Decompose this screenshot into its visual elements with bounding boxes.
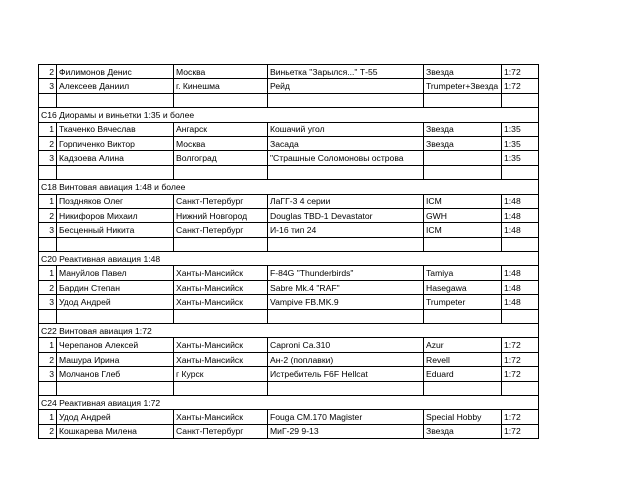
cell-name: Черепанов Алексей	[57, 338, 174, 352]
section-header-row	[39, 395, 539, 409]
table-row	[39, 194, 539, 208]
cell-name: Молчанов Глеб	[57, 367, 174, 381]
cell-city: Ханты-Мансийск	[174, 266, 268, 280]
cell-city: г. Кинешма	[174, 79, 268, 93]
blank-cell	[268, 165, 424, 179]
blank-cell	[268, 93, 424, 107]
cell-maker: Звезда	[424, 424, 502, 438]
cell-name: Поздняков Олег	[57, 194, 174, 208]
cell-maker: Звезда	[424, 136, 502, 150]
cell-maker: Special Hobby	[424, 410, 502, 424]
cell-maker: Trumpeter	[424, 295, 502, 309]
section-title: С18 Винтовая авиация 1:48 и более	[39, 180, 539, 194]
blank-cell	[57, 237, 174, 251]
cell-maker: Звезда	[424, 122, 502, 136]
cell-maker: ICM	[424, 223, 502, 237]
cell-city: Волгоград	[174, 151, 268, 165]
table-row	[39, 122, 539, 136]
cell-model: Vampive FB.MK.9	[268, 295, 424, 309]
cell-model: Ан-2 (поплавки)	[268, 352, 424, 366]
cell-place: 1	[39, 266, 57, 280]
cell-name: Никифоров Михаил	[57, 208, 174, 222]
cell-scale: 1:35	[502, 136, 539, 150]
cell-scale: 1:48	[502, 280, 539, 294]
section-title: С22 Винтовая авиация 1:72	[39, 324, 539, 338]
blank-cell	[39, 237, 57, 251]
cell-name: Горпиченко Виктор	[57, 136, 174, 150]
blank-cell	[424, 165, 502, 179]
table-row	[39, 223, 539, 237]
blank-cell	[39, 93, 57, 107]
cell-place: 1	[39, 194, 57, 208]
cell-place: 3	[39, 367, 57, 381]
cell-name: Машура Ирина	[57, 352, 174, 366]
table-row	[39, 295, 539, 309]
cell-scale: 1:35	[502, 151, 539, 165]
cell-scale: 1:72	[502, 79, 539, 93]
section-header-row	[39, 252, 539, 266]
cell-model: F-84G "Thunderbirds"	[268, 266, 424, 280]
cell-city: Москва	[174, 136, 268, 150]
cell-name: Бардин Степан	[57, 280, 174, 294]
cell-city: Ханты-Мансийск	[174, 295, 268, 309]
results-table-body	[39, 65, 539, 439]
results-table	[38, 64, 539, 439]
table-row	[39, 424, 539, 438]
blank-cell	[174, 93, 268, 107]
cell-name: Удод Андрей	[57, 410, 174, 424]
cell-name: Ткаченко Вячеслав	[57, 122, 174, 136]
blank-cell	[39, 381, 57, 395]
cell-name: Удод Андрей	[57, 295, 174, 309]
table-row	[39, 338, 539, 352]
cell-model: МиГ-29 9-13	[268, 424, 424, 438]
blank-cell	[57, 309, 174, 323]
section-header-row	[39, 108, 539, 122]
cell-place: 2	[39, 136, 57, 150]
table-row	[39, 266, 539, 280]
cell-model: Caproni Ca.310	[268, 338, 424, 352]
blank-cell	[174, 165, 268, 179]
table-row	[39, 367, 539, 381]
cell-city: Санкт-Петербург	[174, 223, 268, 237]
cell-place: 3	[39, 79, 57, 93]
section-header-row	[39, 180, 539, 194]
cell-city: Ангарск	[174, 122, 268, 136]
cell-city: Москва	[174, 65, 268, 79]
cell-scale: 1:72	[502, 424, 539, 438]
table-row	[39, 136, 539, 150]
blank-row	[39, 381, 539, 395]
section-title: С16 Диорамы и виньетки 1:35 и более	[39, 108, 539, 122]
cell-maker: GWH	[424, 208, 502, 222]
blank-cell	[502, 93, 539, 107]
cell-model: Виньетка "Зарылся..." Т-55	[268, 65, 424, 79]
section-title: С24 Реактивная авиация 1:72	[39, 395, 539, 409]
blank-cell	[424, 93, 502, 107]
cell-city: Ханты-Мансийск	[174, 410, 268, 424]
cell-scale: 1:48	[502, 194, 539, 208]
blank-cell	[174, 237, 268, 251]
cell-name: Филимонов Денис	[57, 65, 174, 79]
cell-name: Кошкарева Милена	[57, 424, 174, 438]
cell-city: Санкт-Петербург	[174, 194, 268, 208]
cell-model: Рейд	[268, 79, 424, 93]
section-header-row	[39, 324, 539, 338]
cell-place: 2	[39, 352, 57, 366]
blank-cell	[268, 237, 424, 251]
blank-row	[39, 165, 539, 179]
section-title: С20 Реактивная авиация 1:48	[39, 252, 539, 266]
cell-place: 3	[39, 151, 57, 165]
cell-scale: 1:48	[502, 208, 539, 222]
blank-row	[39, 93, 539, 107]
cell-place: 1	[39, 338, 57, 352]
cell-scale: 1:72	[502, 338, 539, 352]
blank-cell	[57, 381, 174, 395]
cell-scale: 1:72	[502, 367, 539, 381]
cell-place: 2	[39, 424, 57, 438]
blank-cell	[268, 309, 424, 323]
cell-maker: Revell	[424, 352, 502, 366]
cell-scale: 1:48	[502, 223, 539, 237]
table-row	[39, 208, 539, 222]
blank-cell	[502, 165, 539, 179]
blank-row	[39, 237, 539, 251]
cell-place: 2	[39, 280, 57, 294]
cell-scale: 1:48	[502, 295, 539, 309]
table-row	[39, 151, 539, 165]
cell-city: Ханты-Мансийск	[174, 280, 268, 294]
blank-cell	[424, 381, 502, 395]
blank-cell	[424, 237, 502, 251]
cell-maker: Звезда	[424, 65, 502, 79]
cell-scale: 1:72	[502, 352, 539, 366]
blank-cell	[268, 381, 424, 395]
cell-scale: 1:35	[502, 122, 539, 136]
cell-model: Истребитель F6F Hellcat	[268, 367, 424, 381]
table-row	[39, 79, 539, 93]
cell-place: 1	[39, 122, 57, 136]
cell-model: Кошачий угол	[268, 122, 424, 136]
cell-city: Нижний Новгород	[174, 208, 268, 222]
cell-model: Douglas TBD-1 Devastator	[268, 208, 424, 222]
cell-maker: Tamiya	[424, 266, 502, 280]
cell-name: Кадзоева Алина	[57, 151, 174, 165]
blank-row	[39, 309, 539, 323]
cell-city: Ханты-Мансийск	[174, 338, 268, 352]
blank-cell	[57, 93, 174, 107]
cell-name: Мануйлов Павел	[57, 266, 174, 280]
blank-cell	[174, 309, 268, 323]
cell-model: "Страшные Соломоновы острова	[268, 151, 424, 165]
cell-maker: Trumpeter+Звезда	[424, 79, 502, 93]
cell-model: Sabre Mk.4 "RAF"	[268, 280, 424, 294]
cell-maker: ICM	[424, 194, 502, 208]
blank-cell	[57, 165, 174, 179]
cell-maker	[424, 151, 502, 165]
table-row	[39, 352, 539, 366]
cell-city: Санкт-Петербург	[174, 424, 268, 438]
results-sheet	[38, 64, 539, 439]
blank-cell	[502, 381, 539, 395]
cell-place: 2	[39, 65, 57, 79]
blank-cell	[502, 309, 539, 323]
table-row	[39, 280, 539, 294]
cell-scale: 1:48	[502, 266, 539, 280]
table-row	[39, 410, 539, 424]
blank-cell	[424, 309, 502, 323]
cell-maker: Azur	[424, 338, 502, 352]
cell-model: И-16 тип 24	[268, 223, 424, 237]
cell-maker: Eduard	[424, 367, 502, 381]
cell-place: 3	[39, 223, 57, 237]
cell-model: ЛаГГ-3 4 серии	[268, 194, 424, 208]
cell-name: Алексеев Даниил	[57, 79, 174, 93]
cell-city: г Курск	[174, 367, 268, 381]
blank-cell	[174, 381, 268, 395]
cell-city: Ханты-Мансийск	[174, 352, 268, 366]
cell-scale: 1:72	[502, 65, 539, 79]
table-row	[39, 65, 539, 79]
blank-cell	[502, 237, 539, 251]
cell-scale: 1:72	[502, 410, 539, 424]
blank-cell	[39, 309, 57, 323]
cell-maker: Hasegawa	[424, 280, 502, 294]
cell-place: 3	[39, 295, 57, 309]
cell-place: 1	[39, 410, 57, 424]
cell-place: 2	[39, 208, 57, 222]
cell-name: Бесценный Никита	[57, 223, 174, 237]
cell-model: Засада	[268, 136, 424, 150]
blank-cell	[39, 165, 57, 179]
cell-model: Fouga CM.170 Magister	[268, 410, 424, 424]
